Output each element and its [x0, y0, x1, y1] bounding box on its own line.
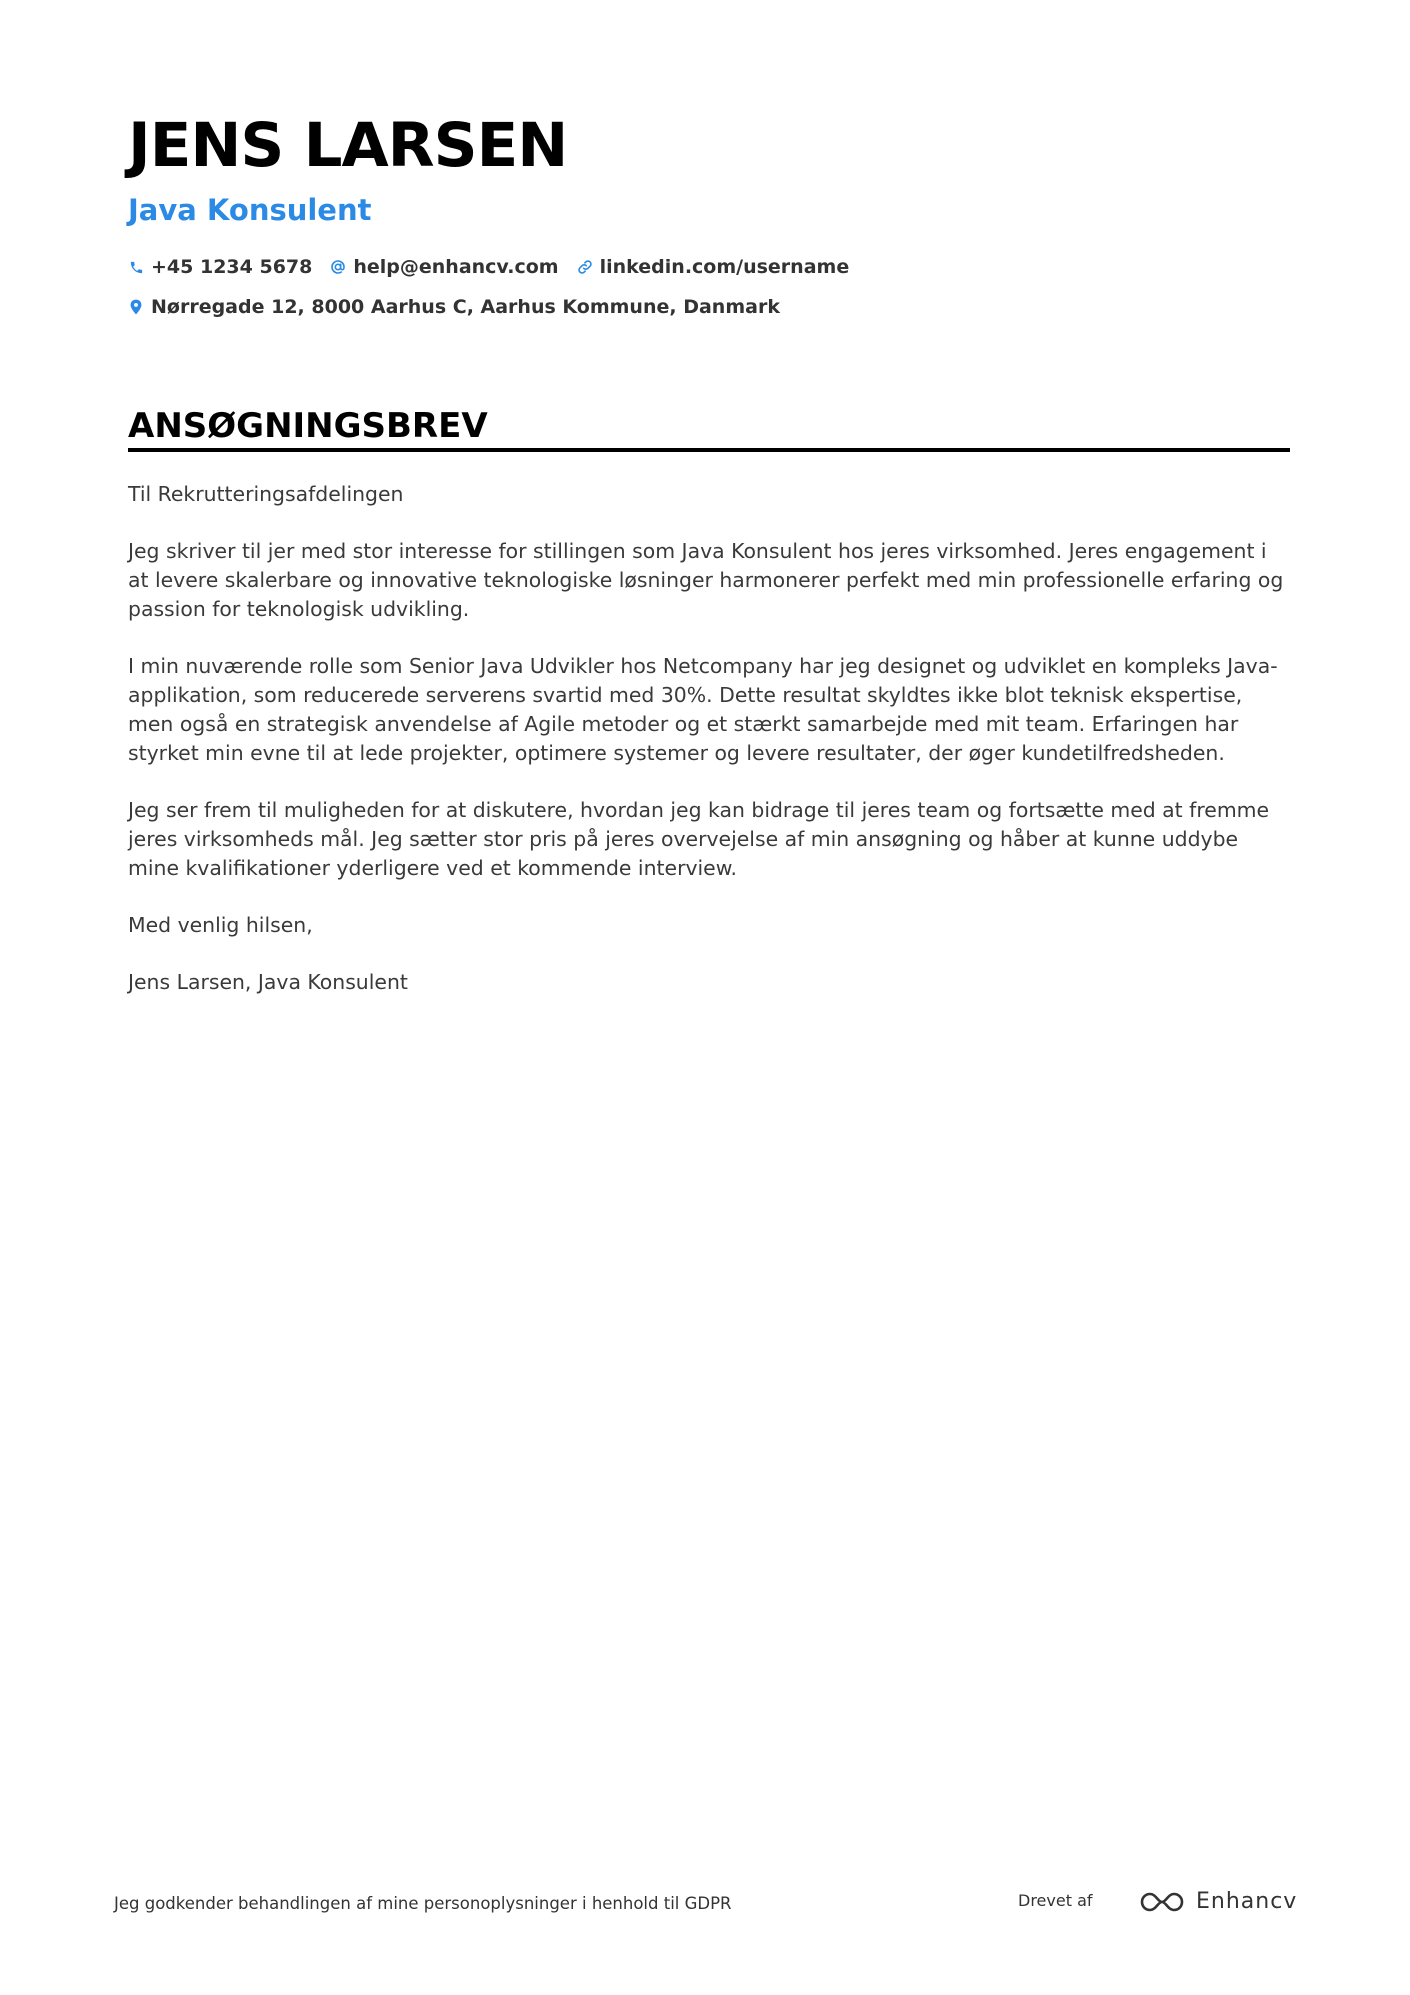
contact-row-primary	[128, 252, 867, 282]
letter-body	[128, 480, 1290, 1025]
section-divider	[128, 448, 1290, 452]
phone-icon	[128, 259, 144, 275]
enhancv-logo[interactable]	[1138, 1887, 1297, 1917]
contact-address	[128, 292, 780, 322]
letter-closing: Med venlig hilsen,	[128, 913, 313, 937]
at-icon	[330, 259, 346, 275]
contact-email	[330, 252, 558, 282]
gdpr-consent: Jeg godkender behandlingen af mine personoplysninger i henhold til GDPR	[114, 1894, 732, 1913]
letter-paragraph-3: Jeg ser frem til muligheden for at diskutere, hvordan jeg kan bidrage til jeres team og fortsætte med at fremme jeres virksomheds mål. Jeg sætter stor pris på jeres overvejelse af min ansøgning og håber at kunne uddybe mine kvalifikationer yderligere ved et kommende interview.	[128, 798, 1270, 880]
contact-linkedin	[577, 252, 850, 282]
powered-by-label: Drevet af	[1018, 1891, 1093, 1910]
section-heading: ANSØGNINGSBREV	[128, 406, 488, 446]
postal-address: Nørregade 12, 8000 Aarhus C, Aarhus Kommune, Danmark	[151, 296, 780, 318]
contact-row-address	[128, 292, 798, 322]
phone-number[interactable]: +45 1234 5678	[151, 256, 313, 278]
letter-paragraph-2: I min nuværende rolle som Senior Java Udvikler hos Netcompany har jeg designet og udviklet en kompleks Java-applikation, som reducerede serverens svartid med 30%. Dette resultat skyldtes ikke blot teknisk ekspertise, men også en strategisk anvendelse af Agile metoder og et stærkt samarbejde med mit team. Erfaringen har styrket min evne til at lede projekter, optimere systemer og levere resultater, der øger kundetilfredsheden.	[128, 654, 1278, 765]
letter-signature: Jens Larsen, Java Konsulent	[128, 970, 408, 994]
letter-salutation: Til Rekrutteringsafdelingen	[128, 482, 404, 506]
link-icon	[577, 259, 593, 275]
location-pin-icon	[128, 299, 144, 315]
enhancv-logo-icon	[1138, 1890, 1186, 1914]
email-address[interactable]: help@enhancv.com	[353, 256, 559, 278]
contact-phone	[128, 252, 312, 282]
job-title: Java Konsulent	[128, 193, 372, 227]
letter-paragraph-1: Jeg skriver til jer med stor interesse for stillingen som Java Konsulent hos jeres virksomhed. Jeres engagement i at levere skalerbare og innovative teknologiske løsninger harmonerer perfekt med min professionelle erfaring og passion for teknologisk udvikling.	[128, 539, 1284, 621]
linkedin-url[interactable]: linkedin.com/username	[599, 256, 850, 278]
brand-name: Enhancv	[1196, 1889, 1298, 1914]
applicant-name: JENS LARSEN	[128, 110, 568, 181]
